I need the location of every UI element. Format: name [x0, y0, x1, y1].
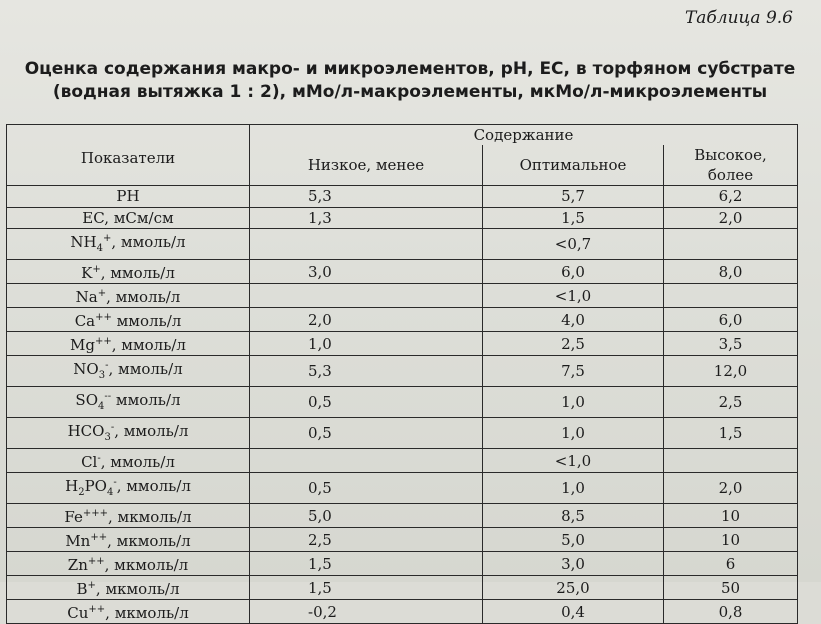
indicator-cell [7, 600, 250, 624]
indicator-index [88, 552, 105, 575]
table-row [7, 308, 798, 332]
high-value: 50 [664, 576, 798, 600]
indicator-cell [7, 229, 250, 260]
indicator-name: Na [75, 288, 98, 306]
indicator-unit: , мкмоль/л [107, 532, 191, 550]
indicator-index [97, 449, 100, 472]
indicator-name: Fe [64, 508, 83, 526]
low-value: 0,5 [250, 418, 483, 449]
optimal-value: 1,0 [483, 418, 664, 449]
indicator-sup: + [87, 580, 96, 591]
indicator-name: PH [116, 187, 140, 206]
low-value: 2,0 [250, 308, 483, 332]
low-value: 0,5 [250, 473, 483, 504]
indicator-unit: , ммоль/л [114, 422, 189, 440]
indicator-name: SO [75, 391, 98, 409]
optimal-value: <1,0 [483, 284, 664, 308]
indicator-index [88, 576, 96, 599]
optimal-value: 5,0 [483, 528, 664, 552]
optimal-value: 1,0 [483, 473, 664, 504]
indicator-cell [7, 284, 250, 308]
indicator-cell [7, 528, 250, 552]
indicator-name: Mn [65, 532, 91, 550]
indicator-cell [7, 473, 250, 504]
optimal-value: 1,0 [483, 387, 664, 418]
indicator-name: Zn [67, 556, 88, 574]
page-title [10, 58, 810, 104]
header-low: Низкое, менее [250, 145, 483, 186]
unit-sub: 4 [106, 487, 114, 498]
header-row [7, 125, 798, 146]
indicator-unit: ммоль/л [111, 391, 181, 409]
indicator-name: EC [82, 208, 105, 227]
indicator-unit: , ммоль/л [111, 233, 186, 251]
low-value: -0,2 [250, 600, 483, 624]
table-row [7, 207, 798, 229]
high-value: 6 [664, 552, 798, 576]
table-row [7, 387, 798, 418]
optimal-value: 25,0 [483, 576, 664, 600]
data-table [6, 124, 798, 624]
optimal-value: 8,5 [483, 504, 664, 528]
indicator-cell [7, 418, 250, 449]
indicator-cell [7, 260, 250, 284]
title-line-2: (водная вытяжка 1 : 2), мМо/л-макроэлементы, мкМо/л-микроэлементы [52, 82, 768, 102]
table-row [7, 600, 798, 624]
indicator-name: NH [70, 233, 97, 251]
optimal-value: 6,0 [483, 260, 664, 284]
high-value: 10 [664, 528, 798, 552]
indicator-index [83, 504, 108, 527]
indicator-sup: ++ [95, 312, 112, 323]
indicator-index [78, 476, 84, 503]
table-row [7, 332, 798, 356]
indicator-index [95, 308, 112, 331]
indicator-index [88, 600, 105, 623]
indicator-index [104, 418, 114, 448]
indicator-unit: , ммоль/л [100, 264, 175, 282]
indicator-sub: 2 [78, 487, 85, 498]
high-value [664, 284, 798, 308]
high-value: 10 [664, 504, 798, 528]
indicator-unit: , мкмоль/л [104, 556, 189, 574]
table-row [7, 576, 798, 600]
table-body [7, 186, 798, 624]
low-value: 5,3 [250, 356, 483, 387]
optimal-value: <1,0 [483, 449, 664, 473]
table-row [7, 284, 798, 308]
indicator-name: Mg [70, 336, 95, 354]
table-row [7, 473, 798, 504]
indicator-sub: 3 [98, 370, 106, 381]
high-value: 6,2 [664, 186, 798, 208]
indicator-name: H [65, 477, 79, 495]
optimal-value: 2,5 [483, 332, 664, 356]
indicator-unit: , мкмоль/л [95, 580, 180, 598]
high-value: 0,8 [664, 600, 798, 624]
high-value [664, 449, 798, 473]
indicator-sup: - [105, 360, 109, 371]
low-value: 0,5 [250, 387, 483, 418]
low-value: 1,5 [250, 552, 483, 576]
indicator-name: Ca [74, 312, 96, 330]
indicator-name: Cl [81, 453, 98, 471]
indicator-index [98, 387, 111, 417]
optimal-value: 4,0 [483, 308, 664, 332]
high-value: 8,0 [664, 260, 798, 284]
indicator-index [99, 356, 109, 386]
low-value: 2,5 [250, 528, 483, 552]
indicator-unit: , мСм/см [104, 208, 174, 227]
table-row [7, 418, 798, 449]
indicator-name: NO [73, 360, 99, 378]
table-row [7, 260, 798, 284]
indicator-sup: + [103, 233, 112, 244]
optimal-value: 0,4 [483, 600, 664, 624]
indicator-name: HCO [67, 422, 105, 440]
high-value: 6,0 [664, 308, 798, 332]
indicator-name: Cu [67, 604, 89, 622]
indicator-unit: PO [84, 477, 107, 495]
low-value: 5,3 [250, 186, 483, 208]
optimal-value: 3,0 [483, 552, 664, 576]
indicator-cell [7, 552, 250, 576]
indicator-index [97, 229, 112, 259]
optimal-value: 1,5 [483, 207, 664, 229]
indicator-unit: , мкмоль/л [108, 508, 192, 526]
indicator-cell [7, 449, 250, 473]
low-value [250, 229, 483, 260]
indicator-sub: 4 [98, 401, 105, 412]
title-line-1: Оценка содержания макро- и микроэлементов, pH, EC, в торфяном субстрате [24, 59, 796, 79]
indicator-unit: , ммоль/л [111, 336, 186, 354]
indicator-name: K [81, 264, 93, 282]
table-row [7, 449, 798, 473]
indicator-sup: - [97, 453, 101, 464]
high-value: 12,0 [664, 356, 798, 387]
indicator-sup: ++ [95, 336, 112, 347]
high-value [664, 229, 798, 260]
low-value: 1,3 [250, 207, 483, 229]
table-row [7, 356, 798, 387]
unit-sup: - [113, 477, 117, 488]
table-row [7, 552, 798, 576]
indicator-unit: , мкмоль/л [105, 604, 189, 622]
indicator-cell [7, 356, 250, 387]
indicator-sub: 4 [96, 243, 103, 254]
high-value: 2,0 [664, 473, 798, 504]
high-value: 3,5 [664, 332, 798, 356]
high-value: 1,5 [664, 418, 798, 449]
low-value: 1,0 [250, 332, 483, 356]
unit-tail: , ммоль/л [116, 477, 191, 495]
optimal-value: 7,5 [483, 356, 664, 387]
indicator-sub: 3 [104, 432, 111, 443]
indicator-sup: + [97, 288, 107, 299]
indicator-unit: , ммоль/л [108, 360, 183, 378]
low-value: 5,0 [250, 504, 483, 528]
indicator-unit: ммоль/л [111, 312, 182, 330]
table-label: Таблица 9.6 [684, 8, 793, 28]
table-row [7, 528, 798, 552]
header-optimal: Оптимальное [483, 145, 664, 186]
indicator-index [95, 332, 112, 355]
indicator-sup: - [110, 422, 115, 433]
low-value [250, 449, 483, 473]
low-value [250, 284, 483, 308]
indicator-cell [7, 186, 250, 208]
table-row [7, 186, 798, 208]
indicator-cell [7, 207, 250, 229]
optimal-value: <0,7 [483, 229, 664, 260]
optimal-value: 5,7 [483, 186, 664, 208]
indicator-index [92, 260, 100, 283]
low-value: 3,0 [250, 260, 483, 284]
high-value: 2,5 [664, 387, 798, 418]
table-row [7, 504, 798, 528]
high-value: 2,0 [664, 207, 798, 229]
indicator-name: B [76, 580, 88, 598]
indicator-cell [7, 504, 250, 528]
indicator-index [98, 284, 106, 307]
indicator-sup: + [92, 264, 101, 275]
indicator-sup: ++ [90, 532, 108, 543]
indicator-cell [7, 332, 250, 356]
indicator-sup: +++ [82, 508, 109, 519]
indicator-cell [7, 308, 250, 332]
indicator-unit: , ммоль/л [106, 288, 181, 306]
indicator-index [90, 528, 107, 551]
table-row [7, 229, 798, 260]
indicator-cell [7, 576, 250, 600]
indicator-unit: , ммоль/л [100, 453, 175, 471]
header-content: Содержание [250, 125, 798, 146]
header-indicators: Показатели [7, 125, 250, 186]
indicator-sup: ++ [87, 556, 105, 567]
indicator-sup: ++ [88, 604, 106, 615]
indicator-sup: -- [104, 391, 112, 402]
indicator-cell [7, 387, 250, 418]
low-value: 1,5 [250, 576, 483, 600]
unit-index [106, 477, 117, 498]
header-high: Высокое, более [664, 145, 798, 186]
